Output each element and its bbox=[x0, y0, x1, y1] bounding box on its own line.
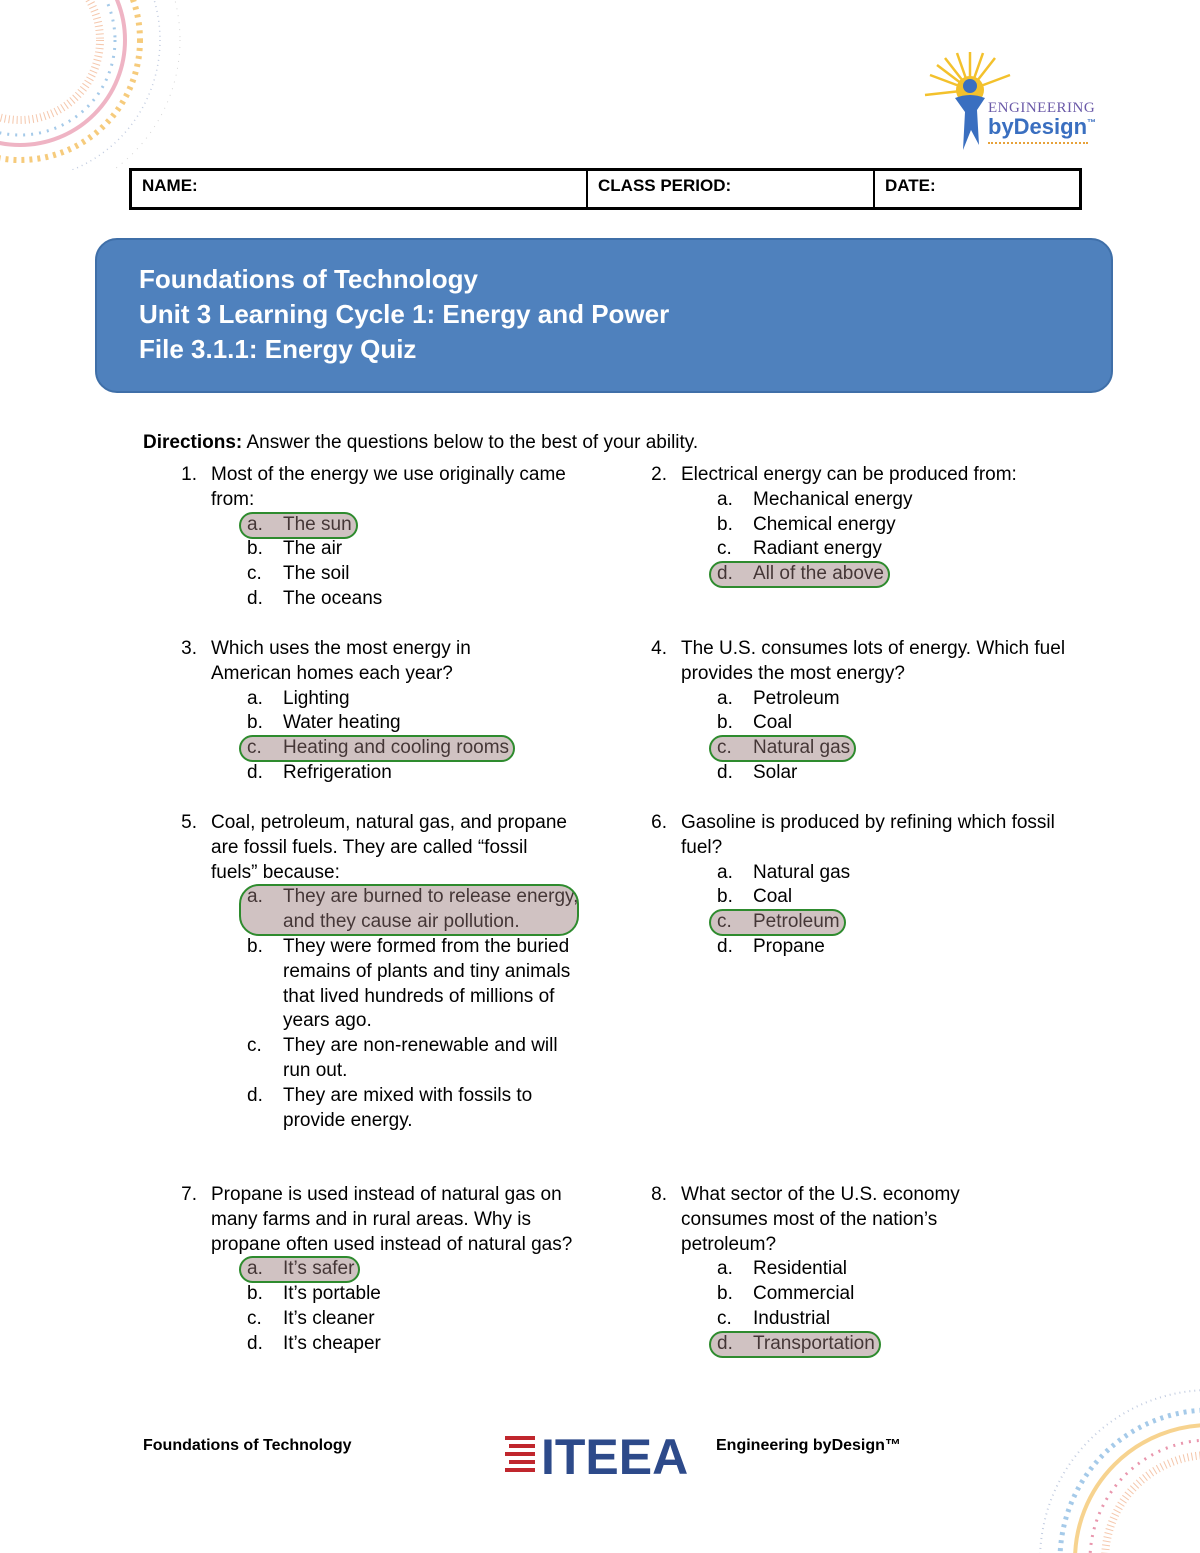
option-letter: c. bbox=[717, 538, 732, 560]
option-letter: b. bbox=[717, 513, 733, 535]
decorative-swirl-bottom-right bbox=[980, 1360, 1200, 1553]
option-letter: c. bbox=[247, 737, 262, 759]
answer-option-selected[interactable] bbox=[247, 736, 593, 761]
option-text: Petroleum bbox=[753, 687, 840, 709]
option-letter: d. bbox=[717, 935, 733, 957]
footer-program-name: Engineering byDesign™ bbox=[716, 1437, 901, 1454]
option-letter: a. bbox=[247, 687, 263, 709]
question-number: 2. bbox=[651, 464, 667, 485]
answer-option[interactable] bbox=[717, 1257, 1063, 1282]
answer-option[interactable] bbox=[717, 711, 1081, 736]
option-letter: c. bbox=[717, 911, 732, 933]
option-letter: a. bbox=[717, 861, 733, 883]
answer-option-selected[interactable] bbox=[247, 1257, 601, 1282]
answer-option[interactable] bbox=[717, 513, 1081, 538]
logo-trademark: ™ bbox=[1087, 117, 1097, 128]
footer-course-name: Foundations of Technology bbox=[143, 1437, 352, 1454]
question-3 bbox=[165, 637, 593, 786]
directions-text: Answer the questions below to the best of your ability. bbox=[242, 432, 699, 453]
option-letter: a. bbox=[717, 488, 733, 510]
option-text: They are mixed with fossils to provide energy. bbox=[283, 1084, 533, 1131]
answer-option[interactable] bbox=[717, 1307, 1063, 1332]
answer-option[interactable] bbox=[247, 1307, 601, 1332]
iteea-logo-text: ITEEA bbox=[541, 1429, 689, 1478]
answer-option-selected[interactable] bbox=[247, 885, 588, 935]
option-letter: c. bbox=[247, 563, 262, 585]
option-text: Industrial bbox=[753, 1307, 831, 1329]
answer-option-selected[interactable] bbox=[717, 910, 1081, 935]
unit-title: Unit 3 Learning Cycle 1: Energy and Power bbox=[139, 299, 670, 329]
option-text: It’s cheaper bbox=[283, 1332, 381, 1354]
option-text: All of the above bbox=[753, 563, 884, 585]
iteea-logo bbox=[505, 1428, 695, 1478]
option-text: The sun bbox=[283, 513, 352, 535]
option-text: Natural gas bbox=[753, 861, 851, 883]
option-letter: b. bbox=[247, 538, 263, 560]
option-text: Heating and cooling rooms bbox=[283, 737, 510, 759]
option-letter: c. bbox=[717, 1307, 732, 1329]
answer-option[interactable] bbox=[717, 687, 1081, 712]
question-8 bbox=[635, 1183, 1063, 1357]
name-field[interactable] bbox=[132, 171, 588, 207]
answer-option[interactable] bbox=[247, 1084, 588, 1134]
question-number: 8. bbox=[651, 1184, 667, 1205]
decorative-swirl-top-left bbox=[0, 0, 300, 170]
question-number: 6. bbox=[651, 812, 667, 833]
option-letter: d. bbox=[247, 587, 263, 609]
answer-option[interactable] bbox=[247, 587, 593, 612]
option-text: The oceans bbox=[283, 587, 383, 609]
option-text: They are non-renewable and will run out. bbox=[283, 1035, 558, 1081]
option-text: It’s cleaner bbox=[283, 1307, 375, 1329]
option-text: Propane bbox=[753, 935, 825, 957]
question-text: Which uses the most energy in American homes each year? bbox=[211, 638, 471, 684]
option-text: Refrigeration bbox=[283, 761, 392, 783]
answer-option[interactable] bbox=[247, 1282, 601, 1307]
option-letter: b. bbox=[717, 712, 733, 734]
answer-option[interactable] bbox=[717, 885, 1081, 910]
option-letter: a. bbox=[717, 687, 733, 709]
question-6 bbox=[635, 811, 1081, 960]
date-field[interactable] bbox=[875, 171, 1079, 207]
answer-option[interactable] bbox=[717, 488, 1081, 513]
option-text: The air bbox=[283, 538, 343, 560]
option-text: Mechanical energy bbox=[753, 488, 913, 510]
option-letter: d. bbox=[717, 761, 733, 783]
answer-option-selected[interactable] bbox=[717, 736, 1081, 761]
question-number: 1. bbox=[181, 464, 197, 485]
option-letter: d. bbox=[247, 1332, 263, 1354]
answer-option[interactable] bbox=[717, 861, 1081, 886]
option-letter: d. bbox=[717, 563, 733, 585]
option-letter: d. bbox=[717, 1332, 733, 1354]
option-text: Lighting bbox=[283, 687, 350, 709]
answer-option[interactable] bbox=[247, 687, 593, 712]
answer-option[interactable] bbox=[717, 761, 1081, 786]
answer-option[interactable] bbox=[717, 537, 1081, 562]
answer-option[interactable] bbox=[247, 761, 593, 786]
question-4 bbox=[635, 637, 1081, 786]
question-text: Propane is used instead of natural gas on many farms and in rural areas. Why is propane often used instead of natural gas? bbox=[211, 1184, 573, 1255]
answer-option[interactable] bbox=[247, 935, 588, 1034]
option-text: They were formed from the buried remains of plants and tiny animals that lived hundreds of millions of years ago. bbox=[283, 935, 571, 1032]
date-label: DATE: bbox=[885, 176, 936, 195]
question-text: What sector of the U.S. economy consumes most of the nation’s petroleum? bbox=[681, 1184, 960, 1255]
option-letter: c. bbox=[247, 1035, 262, 1057]
question-text: Electrical energy can be produced from: bbox=[681, 464, 1017, 485]
file-title: File 3.1.1: Energy Quiz bbox=[139, 334, 417, 364]
question-number: 7. bbox=[181, 1184, 197, 1205]
question-number: 4. bbox=[651, 638, 667, 659]
question-number: 3. bbox=[181, 638, 197, 659]
option-text: Radiant energy bbox=[753, 538, 882, 560]
question-7 bbox=[165, 1183, 601, 1357]
option-letter: b. bbox=[717, 886, 733, 908]
answer-option[interactable] bbox=[247, 711, 593, 736]
question-2 bbox=[635, 463, 1081, 587]
option-text: It’s safer bbox=[283, 1258, 355, 1280]
option-letter: a. bbox=[247, 886, 263, 908]
option-letter: a. bbox=[247, 1258, 263, 1280]
option-letter: c. bbox=[717, 737, 732, 759]
option-text: Coal bbox=[753, 712, 793, 734]
option-text: Solar bbox=[753, 761, 798, 783]
answer-option[interactable] bbox=[247, 562, 593, 587]
question-text: Coal, petroleum, natural gas, and propane are fossil fuels. They are called “fossil fuels” because: bbox=[211, 812, 567, 883]
answer-option[interactable] bbox=[247, 537, 593, 562]
option-letter: a. bbox=[247, 513, 263, 535]
option-text: Petroleum bbox=[753, 911, 840, 933]
logo-word-bydesign bbox=[988, 114, 1096, 140]
answer-option[interactable] bbox=[717, 1282, 1063, 1307]
question-text: Gasoline is produced by refining which fossil fuel? bbox=[681, 812, 1055, 858]
answer-option-selected[interactable] bbox=[247, 513, 593, 538]
answer-option-selected[interactable] bbox=[717, 562, 1081, 587]
option-letter: d. bbox=[247, 761, 263, 783]
option-text: The soil bbox=[283, 563, 350, 585]
option-text: Chemical energy bbox=[753, 513, 896, 535]
option-letter: b. bbox=[717, 1283, 733, 1305]
directions-label: Directions: bbox=[143, 432, 243, 453]
option-text: Water heating bbox=[283, 712, 401, 734]
option-text: Transportation bbox=[753, 1332, 875, 1354]
name-label: NAME: bbox=[142, 176, 198, 195]
question-text: Most of the energy we use originally came from: bbox=[211, 464, 566, 510]
question-5 bbox=[165, 811, 588, 1133]
class-period-field[interactable] bbox=[588, 171, 875, 207]
answer-option[interactable] bbox=[247, 1332, 601, 1357]
option-text: They are burned to release energy, and they cause air pollution. bbox=[283, 886, 579, 933]
logo-bydesign-text: byDesign bbox=[988, 114, 1088, 139]
question-number: 5. bbox=[181, 812, 197, 833]
option-letter: b. bbox=[247, 712, 263, 734]
option-letter: d. bbox=[247, 1084, 263, 1106]
option-letter: c. bbox=[247, 1307, 262, 1329]
student-info-box bbox=[129, 168, 1082, 210]
option-letter: a. bbox=[717, 1258, 733, 1280]
answer-option[interactable] bbox=[717, 935, 1081, 960]
title-banner bbox=[95, 238, 1113, 393]
option-letter: b. bbox=[247, 1283, 263, 1305]
answer-option-selected[interactable] bbox=[717, 1332, 1063, 1357]
course-title: Foundations of Technology bbox=[139, 264, 478, 294]
option-text: Residential bbox=[753, 1258, 847, 1280]
option-text: It’s portable bbox=[283, 1283, 381, 1305]
directions bbox=[143, 432, 698, 454]
option-text: Commercial bbox=[753, 1283, 855, 1305]
class-period-label: CLASS PERIOD: bbox=[598, 176, 732, 195]
question-1 bbox=[165, 463, 593, 612]
logo-word-engineering: ENGINEERING bbox=[988, 100, 1096, 116]
question-text: The U.S. consumes lots of energy. Which fuel provides the most energy? bbox=[681, 638, 1066, 684]
answer-option[interactable] bbox=[247, 1034, 588, 1084]
option-letter: b. bbox=[247, 935, 263, 957]
option-text: Natural gas bbox=[753, 737, 851, 759]
option-text: Coal bbox=[753, 886, 793, 908]
logo-dotted-line bbox=[988, 142, 1088, 144]
